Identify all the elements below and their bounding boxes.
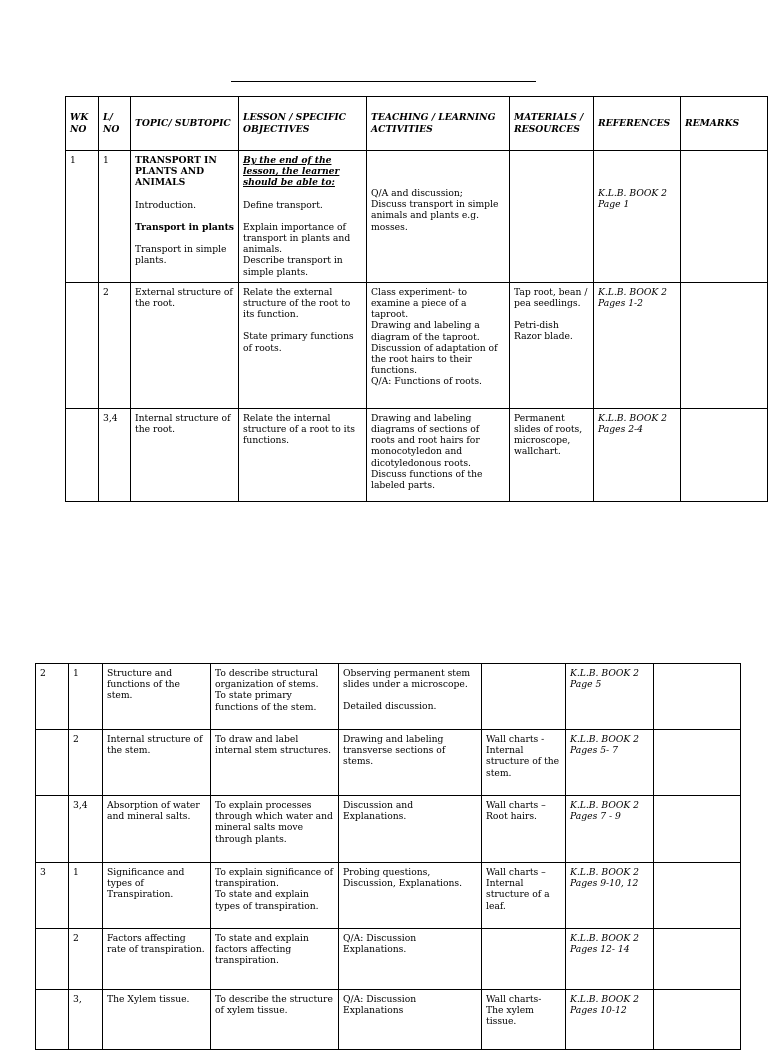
cell-wk: 1 xyxy=(66,151,99,283)
objective: To explain significance of transpiration. xyxy=(215,867,334,890)
cell-topic xyxy=(131,151,239,283)
cell-references xyxy=(594,282,681,408)
table-row xyxy=(36,796,741,863)
table-row xyxy=(36,990,741,1050)
cell-objectives: To explain processes through which water and mineral salts move through plants. xyxy=(211,796,339,863)
cell-wk: 2 xyxy=(36,664,69,730)
cell-references xyxy=(566,863,654,929)
cell-lno: 1 xyxy=(99,151,131,283)
cell-materials xyxy=(510,151,594,283)
cell-lno: 2 xyxy=(99,282,131,408)
objectives-intro: By the end of the lesson, the learner should be able to: xyxy=(243,155,340,189)
cell-wk: 3 xyxy=(36,863,69,929)
cell-materials: Wall charts - Internal structure of the stem. xyxy=(482,730,566,796)
activity: Discussion of adaptation of the root hairs to their functions. xyxy=(371,342,498,377)
cell-remarks xyxy=(654,796,741,863)
cell-lno: 1 xyxy=(69,863,103,929)
activity: Drawing and labeling diagrams of sections of roots and root hairs for monocotyledon and dicotyledonous roots. xyxy=(371,412,480,469)
cell-topic: Internal structure of the stem. xyxy=(103,730,211,796)
cell-topic: Structure and functions of the stem. xyxy=(103,664,211,730)
cell-objectives: To describe the structure of xylem tissue. xyxy=(211,990,339,1050)
cell-materials xyxy=(482,929,566,990)
cell-references xyxy=(594,408,681,501)
objective: To state and explain types of transpiration. xyxy=(215,889,319,912)
reference-book: K.L.B. BOOK 2 xyxy=(570,994,640,1005)
cell-references xyxy=(566,664,654,730)
cell-references xyxy=(566,990,654,1050)
objective: Describe transport in simple plants. xyxy=(243,255,343,278)
material: Petri-dish xyxy=(514,320,559,332)
cell-objectives xyxy=(239,282,367,408)
table-row xyxy=(36,863,741,929)
header-topic: TOPIC/ SUBTOPIC xyxy=(131,97,239,151)
cell-remarks xyxy=(654,863,741,929)
activity: Observing permanent stem slides under a microscope. xyxy=(343,668,471,691)
cell-wk xyxy=(66,282,99,408)
scheme-table-1 xyxy=(65,96,768,502)
table-header-row xyxy=(66,97,768,151)
reference-book: K.L.B. BOOK 2 xyxy=(570,867,640,878)
header-materials: MATERIALS / RESOURCES xyxy=(510,97,594,151)
reference-pages: Page 5 xyxy=(570,679,602,691)
cell-remarks xyxy=(654,664,741,730)
header-activities: TEACHING / LEARNING ACTIVITIES xyxy=(367,97,510,151)
topic-simple: Transport in simple plants. xyxy=(135,244,227,267)
header-references: REFERENCES xyxy=(594,97,681,151)
cell-lno: 3,4 xyxy=(69,796,103,863)
header-remarks: REMARKS xyxy=(681,97,768,151)
cell-remarks xyxy=(654,929,741,990)
objective: To state primary functions of the stem. xyxy=(215,690,317,713)
table-row xyxy=(66,151,768,283)
material: Tap root, bean / pea seedlings. xyxy=(514,286,588,310)
topic-intro: Introduction. xyxy=(135,199,197,211)
cell-wk xyxy=(66,408,99,501)
topic-title: TRANSPORT IN PLANTS AND ANIMALS xyxy=(135,155,217,189)
activity: Detailed discussion. xyxy=(343,701,437,713)
cell-references xyxy=(566,929,654,990)
reference-book: K.L.B. BOOK 2 xyxy=(598,286,668,298)
header-l-no: L/ NO xyxy=(99,97,131,151)
cell-activities xyxy=(339,664,482,730)
cell-lno: 3,4 xyxy=(99,408,131,501)
cell-lno: 2 xyxy=(69,730,103,796)
cell-activities: Q/A: Discussion Explanations. xyxy=(339,929,482,990)
reference-book: K.L.B. BOOK 2 xyxy=(598,188,668,199)
table-2-body xyxy=(36,664,741,1050)
table-row xyxy=(66,408,768,501)
cell-wk xyxy=(36,796,69,863)
cell-wk xyxy=(36,990,69,1050)
cell-topic: Factors affecting rate of transpiration. xyxy=(103,929,211,990)
activity: Q/A and discussion; xyxy=(371,188,463,199)
reference-pages: Pages 7 - 9 xyxy=(570,811,621,823)
cell-topic: External structure of the root. xyxy=(131,282,239,408)
cell-materials xyxy=(510,282,594,408)
reference-pages: Pages 5- 7 xyxy=(570,745,618,757)
cell-activities xyxy=(367,282,510,408)
cell-activities: Probing questions, Discussion, Explanations. xyxy=(339,863,482,929)
header-objectives: LESSON / SPECIFIC OBJECTIVES xyxy=(239,97,367,151)
objective: Define transport. xyxy=(243,199,323,211)
activity: Discuss transport in simple animals and plants e.g. mosses. xyxy=(371,199,499,233)
cell-materials: Wall charts – Internal structure of a leaf. xyxy=(482,863,566,929)
cell-references xyxy=(566,796,654,863)
header-wk-no: WK NO xyxy=(66,97,99,151)
cell-remarks xyxy=(681,408,768,501)
reference-pages: Page 1 xyxy=(598,199,630,211)
reference-pages: Pages 1-2 xyxy=(598,298,643,310)
header-rule xyxy=(231,81,536,82)
cell-lno: 2 xyxy=(69,929,103,990)
activity: Drawing and labeling a diagram of the taproot. xyxy=(371,320,480,343)
reference-book: K.L.B. BOOK 2 xyxy=(598,412,668,424)
objective: Explain importance of transport in plants and animals. xyxy=(243,221,351,256)
cell-activities: Q/A: Discussion Explanations xyxy=(339,990,482,1050)
cell-activities xyxy=(367,408,510,501)
cell-lno: 3, xyxy=(69,990,103,1050)
cell-objectives: Relate the internal structure of a root to its functions. xyxy=(239,408,367,501)
cell-topic: The Xylem tissue. xyxy=(103,990,211,1050)
cell-references xyxy=(594,151,681,283)
cell-topic: Internal structure of the root. xyxy=(131,408,239,501)
cell-materials xyxy=(482,664,566,730)
cell-materials: Wall charts – Root hairs. xyxy=(482,796,566,863)
cell-objectives xyxy=(211,863,339,929)
table-row xyxy=(66,282,768,408)
reference-book: K.L.B. BOOK 2 xyxy=(570,668,640,679)
cell-lno: 1 xyxy=(69,664,103,730)
cell-objectives xyxy=(211,664,339,730)
activity: Q/A: Functions of roots. xyxy=(371,376,482,388)
material: Razor blade. xyxy=(514,331,573,343)
cell-remarks xyxy=(654,990,741,1050)
reference-book: K.L.B. BOOK 2 xyxy=(570,734,640,745)
reference-book: K.L.B. BOOK 2 xyxy=(570,800,640,811)
cell-remarks xyxy=(654,730,741,796)
cell-materials: Wall charts- The xylem tissue. xyxy=(482,990,566,1050)
table-row xyxy=(36,730,741,796)
cell-materials: Permanent slides of roots, microscope, wallchart. xyxy=(510,408,594,501)
reference-pages: Pages 9-10, 12 xyxy=(570,878,639,890)
reference-book: K.L.B. BOOK 2 xyxy=(570,933,640,944)
activity: Class experiment- to examine a piece of a taproot. xyxy=(371,286,468,321)
cell-references xyxy=(566,730,654,796)
cell-wk xyxy=(36,730,69,796)
topic-sub: Transport in plants xyxy=(135,221,234,233)
table-row xyxy=(36,929,741,990)
cell-objectives: To state and explain factors affecting transpiration. xyxy=(211,929,339,990)
cell-objectives: To draw and label internal stem structures. xyxy=(211,730,339,796)
reference-pages: Pages 2-4 xyxy=(598,424,643,436)
cell-remarks xyxy=(681,282,768,408)
activity: Discuss functions of the labeled parts. xyxy=(371,468,483,492)
cell-activities: Drawing and labeling transverse sections of stems. xyxy=(339,730,482,796)
cell-activities xyxy=(367,151,510,283)
cell-wk xyxy=(36,929,69,990)
reference-pages: Pages 10-12 xyxy=(570,1005,627,1017)
reference-pages: Pages 12- 14 xyxy=(570,944,630,956)
cell-topic: Absorption of water and mineral salts. xyxy=(103,796,211,863)
scheme-table-2 xyxy=(35,663,741,1050)
objective: Relate the external structure of the root to its function. xyxy=(243,286,351,321)
cell-objectives xyxy=(239,151,367,283)
cell-activities: Discussion and Explanations. xyxy=(339,796,482,863)
cell-topic: Significance and types of Transpiration. xyxy=(103,863,211,929)
objective: To describe structural organization of stems. xyxy=(215,668,319,691)
table-row xyxy=(36,664,741,730)
objective: State primary functions of roots. xyxy=(243,331,354,354)
cell-remarks xyxy=(681,151,768,283)
